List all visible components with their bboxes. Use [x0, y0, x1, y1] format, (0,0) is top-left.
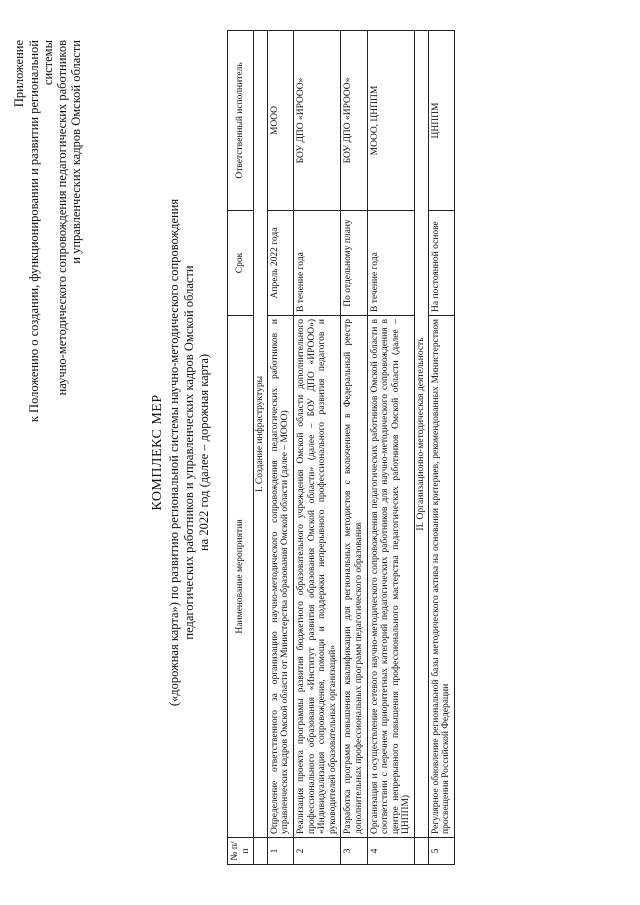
table-row: [267, 31, 293, 865]
document-title: КОМПЛЕКС МЕР: [150, 394, 165, 511]
document-heading: [150, 20, 212, 885]
activity-term: По отдельному плану: [341, 211, 367, 316]
table-row: [367, 31, 414, 865]
appendix-header: [12, 40, 83, 460]
table-cell: [414, 838, 428, 865]
table-row: [341, 31, 367, 865]
row-number: 5: [428, 838, 454, 865]
section-row: [414, 31, 428, 865]
column-header-num: № п/п: [228, 838, 254, 865]
activity-executor: МООО, ЦНППМ: [367, 31, 414, 211]
activity-term: На постоянной основе: [428, 211, 454, 316]
section-row: [254, 31, 268, 865]
activity-name: Организация и осуществление сетевого научно-методического сопровождения педагогических работников Омской области в соответствии с перечнем приоритетных категорий педагогических работников для научно-методического сопровождения в центре непрерывного повышения профессионального мастерства педагогических работников Омской области (далее – ЦНППМ): [367, 316, 414, 838]
activity-name: Регулярное обновление региональной базы методического актива на основании критериев, рекомендованных Министерством просвещения Российской Федерации: [428, 316, 454, 838]
document-subtitle-line: («дорожная карта») по развитию региональной системы научно-методического сопровождения: [167, 198, 181, 707]
column-header-term: Срок: [228, 211, 254, 316]
section-title: II. Организационно-методическая деятельность: [414, 31, 428, 838]
appendix-title: Приложение: [12, 40, 26, 108]
table-cell: [254, 838, 268, 865]
appendix-line: к Положению о создании, функционировании и развитии региональной системы: [27, 40, 55, 423]
appendix-line: научно-методического сопровождения педагогических работников: [55, 40, 69, 396]
table-row: [428, 31, 454, 865]
activity-name: Реализация проекта программы развития бюджетного образовательного учреждения Омской области дополнительного профессионального образования «Институт развития образования Омской области» (далее – БОУ ДПО «ИРООО») «Индивидуализация сопровождения, помощи и поддержки непрерывного профессионального развития педагогов и руководителей образовательных организаций»: [293, 316, 340, 838]
appendix-line: и управленческих кадров Омской области: [69, 40, 83, 264]
activity-executor: МООО: [267, 31, 293, 211]
row-number: 4: [367, 838, 414, 865]
table-row: [293, 31, 340, 865]
column-header-executor: Ответственный исполнитель: [228, 31, 254, 211]
table-header-row: [228, 31, 254, 865]
activity-term: Апрель 2022 года: [267, 211, 293, 316]
document-subtitle-line: на 2022 год (далее – дорожная карта): [197, 353, 211, 552]
activity-name: Разработка программ повышения квалификации для региональных методистов с включением в Федеральный реестр дополнительных профессиональных программ педагогического образования: [341, 316, 367, 838]
document-subtitle-line: педагогических работников и управленческих кадров Омской области: [182, 265, 196, 640]
activity-executor: БОУ ДПО «ИРООО»: [341, 31, 367, 211]
column-header-name: Наименование мероприятия: [228, 316, 254, 838]
activity-name: Определение ответственного за организацию научно-методического сопровождения педагогических работников и управленческих кадров Омской области от Министерства образования Омской области (далее – МООО): [267, 316, 293, 838]
row-number: 1: [267, 838, 293, 865]
row-number: 3: [341, 838, 367, 865]
section-title: I. Создание инфраструктуры: [254, 31, 268, 838]
activity-term: В течение года: [293, 211, 340, 316]
row-number: 2: [293, 838, 340, 865]
roadmap-table: [227, 30, 455, 865]
activity-executor: ЦНППМ: [428, 31, 454, 211]
activity-term: В течение года: [367, 211, 414, 316]
activity-executor: БОУ ДПО «ИРООО»: [293, 31, 340, 211]
